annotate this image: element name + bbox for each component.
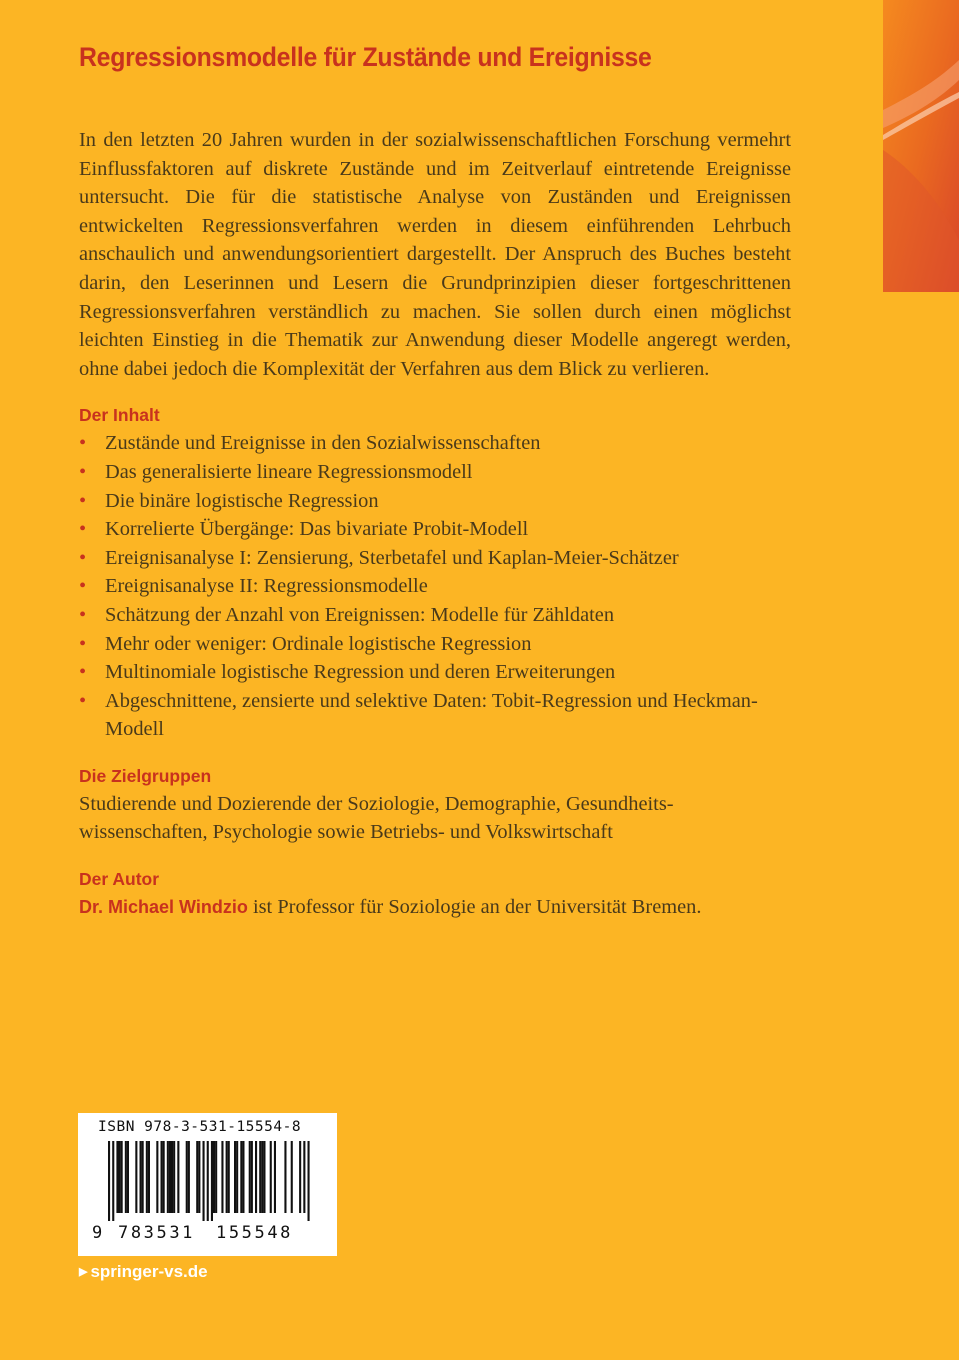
barcode-bar [196,1141,198,1213]
ean-right-group: 155548 [216,1223,294,1243]
barcode-bar [242,1141,244,1213]
bullet: • [79,460,87,483]
barcode-bar [261,1141,263,1213]
barcode-bar [284,1141,286,1213]
barcode-bar [303,1141,305,1213]
barcode-bar [259,1141,261,1213]
barcode-bar [270,1141,272,1213]
ean-left-group: 783531 [118,1223,196,1243]
barcode-bar [198,1141,200,1213]
barcode-bar [108,1141,110,1221]
isbn-barcode [78,1113,337,1256]
bullet: • [79,575,87,598]
bullet: • [79,518,87,541]
list-item: • Ereignisanalyse I: Zensierung, Sterbetafel und Kaplan-Meier-Schätzer [79,544,791,573]
barcode-bar [226,1141,228,1213]
cover-text [79,126,791,922]
barcode-bar [211,1141,213,1221]
author-text [79,893,791,922]
author-name: Dr. Michael Windzio [79,897,248,918]
barcode-bar [116,1141,118,1213]
barcode-bar [127,1141,129,1213]
blurb-paragraph: In den letzten 20 Jahren wurden in der sozialwissenschaftlichen Forschung vermehrt Einflussfaktoren auf diskrete Zustände und im Zeitverlauf eintretende Ereignisse untersucht. Die für die statistische Analyse von Zuständen und Ereignissen entwickelten Regressionsverfahren werden in diesem einführenden Lehrbuch anschaulich und anwendungsorientiert dargestellt. Der Anspruch des Buches besteht darin, den Leserinnen und Lesern die Grundprinzipien dieser fortgeschrittenen Regressionsverfahren verständlich zu machen. Sie sollen durch einen möglichst leichten Einstieg in die Thematik zur Anwendung dieser Modelle angeregt werden, ohne dabei jedoch die Komplexität der Verfahren aus dem Blick zu verlieren. [79,129,791,380]
author-description: ist Professor für Soziologie an der Universität Bremen. [247,896,702,919]
bullet: • [79,632,87,655]
barcode-bar [234,1141,236,1213]
barcode-bar [236,1141,238,1213]
bullet: • [79,432,87,455]
isbn-label: ISBN 978-3-531-15554-8 [98,1119,302,1135]
barcode-bar [221,1141,223,1213]
publisher-link[interactable] [79,1262,208,1282]
arrow-icon: ▶ [79,1266,88,1278]
barcode-bar [140,1141,142,1213]
barcode-bar [291,1141,293,1213]
barcode-bar [125,1141,127,1213]
book-title: Regressionsmodelle für Zustände und Ereignisse [79,42,652,72]
barcode-bar [251,1141,253,1213]
barcode-bar [135,1141,137,1213]
list-item: • Das generalisierte lineare Regressionsmodell [79,458,791,487]
barcode-bar [169,1141,171,1213]
barcode-bar [177,1141,179,1213]
barcode-bar [112,1141,114,1221]
barcode-bar [249,1141,251,1213]
barcode-bar [213,1141,215,1213]
audience-heading: Die Zielgruppen [79,765,212,786]
list-item: • Schätzung der Anzahl von Ereignissen: Modelle für Zähldaten [79,601,791,630]
barcode-bar [186,1141,188,1213]
barcode-bar [263,1141,265,1213]
barcode-bar [161,1141,163,1213]
list-item: • Die binäre logistische Regression [79,487,791,516]
barcode-bar [299,1141,301,1213]
corner-decoration [883,0,959,292]
list-item: • Multinomiale logistische Regression und deren Erweiterungen [79,658,791,687]
author-heading: Der Autor [79,869,160,890]
barcode-bar [142,1141,144,1213]
list-item: • Abgeschnittene, zensierte und selektive Daten: Tobit-Regression und Heckman-Modell [79,687,791,744]
barcode-bar [308,1141,310,1221]
list-item: • Mehr oder weniger: Ordinale logistische Regression [79,630,791,659]
barcode-bar [171,1141,173,1213]
contents-list [79,429,791,744]
barcode-bar [240,1141,242,1213]
bullet: • [79,689,87,712]
publisher-url: springer-vs.de [90,1262,208,1281]
list-item: • Zustände und Ereignisse in den Sozialwissenschaften [79,429,791,458]
barcode-bar [207,1141,209,1221]
barcode-bar [148,1141,150,1213]
ean-first-digit: 9 [92,1223,103,1243]
barcode-bar [255,1141,257,1213]
barcode-bar [274,1141,276,1213]
barcode-bar [203,1141,205,1221]
list-item: • Korrelierte Übergänge: Das bivariate Probit-Modell [79,515,791,544]
contents-heading: Der Inhalt [79,405,160,426]
barcode-bar [163,1141,165,1213]
audience-text: Studierende und Dozierende der Soziologie, Demographie, Gesundheitswissenschaften, Psychologie sowie Betriebs- und Volkswirtschaft [79,792,674,844]
bullet: • [79,603,87,626]
barcode-bars [108,1141,318,1221]
barcode-bar [167,1141,169,1213]
barcode-bar [119,1141,121,1213]
bullet: • [79,661,87,684]
list-item: • Ereignisanalyse II: Regressionsmodelle [79,572,791,601]
barcode-bar [173,1141,175,1213]
barcode-bar [146,1141,148,1213]
barcode-bar [228,1141,230,1213]
bullet: • [79,546,87,569]
barcode-bar [121,1141,123,1213]
barcode-bar [215,1141,217,1213]
bullet: • [79,489,87,512]
barcode-bar [156,1141,158,1213]
barcode-bar [188,1141,190,1213]
